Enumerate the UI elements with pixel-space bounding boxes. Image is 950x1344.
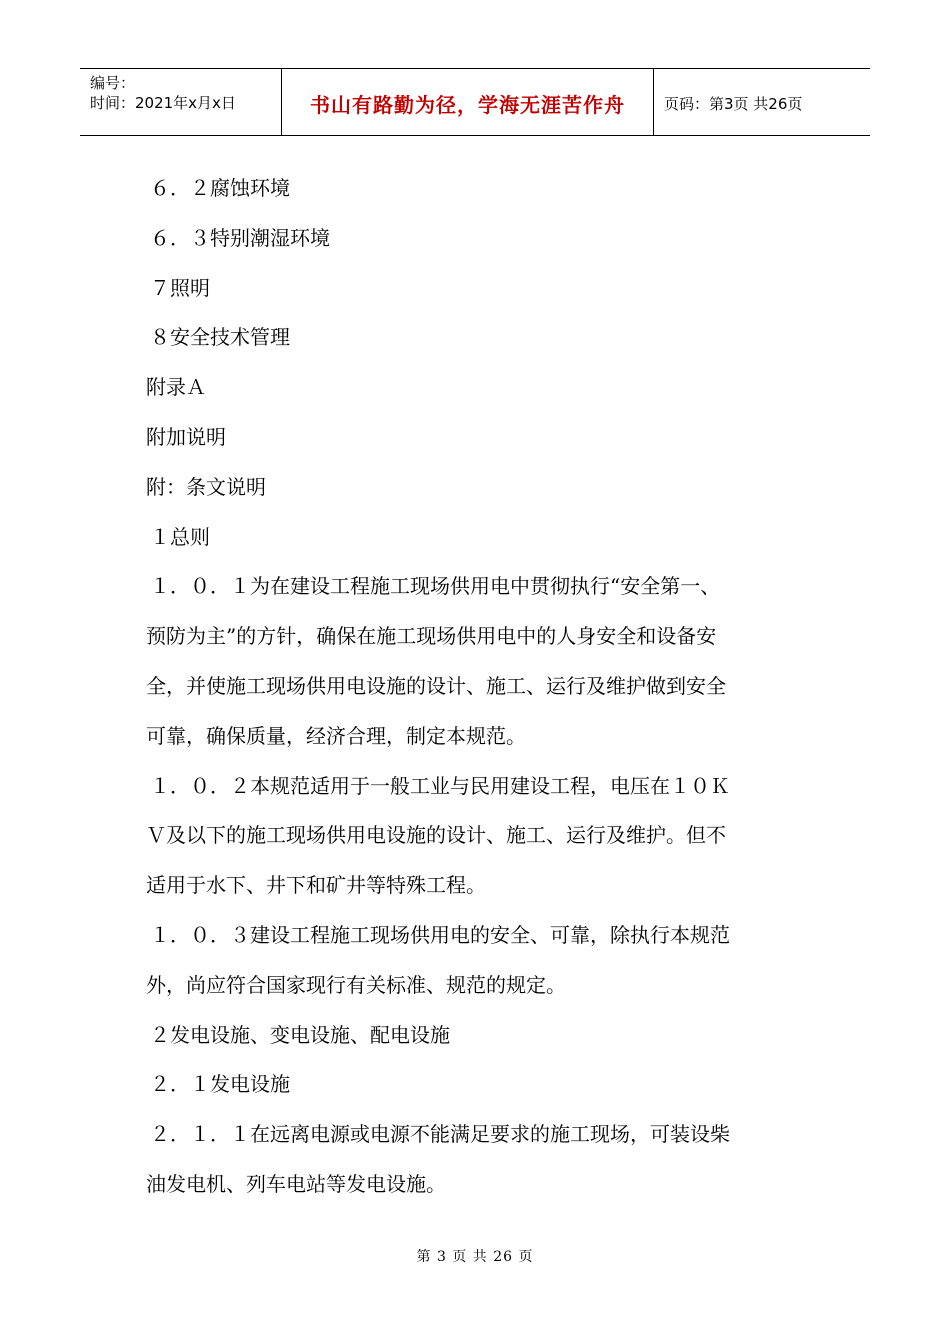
header-page-number: 页码：第3页 共26页 <box>664 95 803 113</box>
body-line: 全，并使施工现场供用电设施的设计、施工、运行及维护做到安全 <box>146 673 726 698</box>
header-number: 编号： <box>90 74 136 92</box>
page-footer: 第 3 页 共 26 页 <box>416 1249 534 1265</box>
body-line: ６．２腐蚀环境 <box>150 176 290 200</box>
body-line: 油发电机、列车电站等发电设施。 <box>146 1171 446 1196</box>
body-line: 附录Ａ <box>146 375 206 400</box>
body-line: Ｖ及以下的施工现场供用电设施的设计、施工、运行及维护。但不 <box>146 823 726 848</box>
body-line: １．０．２本规范适用于一般工业与民用建设工程，电压在１０Ｋ <box>150 773 730 798</box>
page-header <box>80 68 870 136</box>
header-meta <box>90 73 236 113</box>
body-line: 附加说明 <box>146 424 226 449</box>
body-line: ８安全技术管理 <box>150 325 290 350</box>
header-divider <box>653 69 654 135</box>
header-motto: 书山有路勤为径，学海无涯苦作舟 <box>310 93 625 117</box>
body-line: ２发电设施、变电设施、配电设施 <box>150 1022 450 1047</box>
body-line: ６．３特别潮湿环境 <box>150 225 330 250</box>
body-line: ２．１．１在远离电源或电源不能满足要求的施工现场，可装设柴 <box>150 1122 730 1147</box>
body-line: ２．１发电设施 <box>150 1072 290 1097</box>
body-line: １．０．１为在建设工程施工现场供用电中贯彻执行“安全第一、 <box>150 574 721 599</box>
header-time: 时间：2021年x月x日 <box>90 94 236 112</box>
body-line: ７照明 <box>150 275 210 300</box>
body-line: 可靠，确保质量，经济合理，制定本规范。 <box>146 723 526 748</box>
body-line: １总则 <box>150 524 210 549</box>
body-line: 附：条文说明 <box>146 474 266 499</box>
body-line: 适用于水下、井下和矿井等特殊工程。 <box>146 873 486 898</box>
body-line: １．０．３建设工程施工现场供用电的安全、可靠，除执行本规范 <box>150 922 730 947</box>
body-line: 外，尚应符合国家现行有关标准、规范的规定。 <box>146 972 566 997</box>
document-body <box>146 164 806 1210</box>
body-line: 预防为主”的方针，确保在施工现场供用电中的人身安全和设备安 <box>146 624 717 649</box>
